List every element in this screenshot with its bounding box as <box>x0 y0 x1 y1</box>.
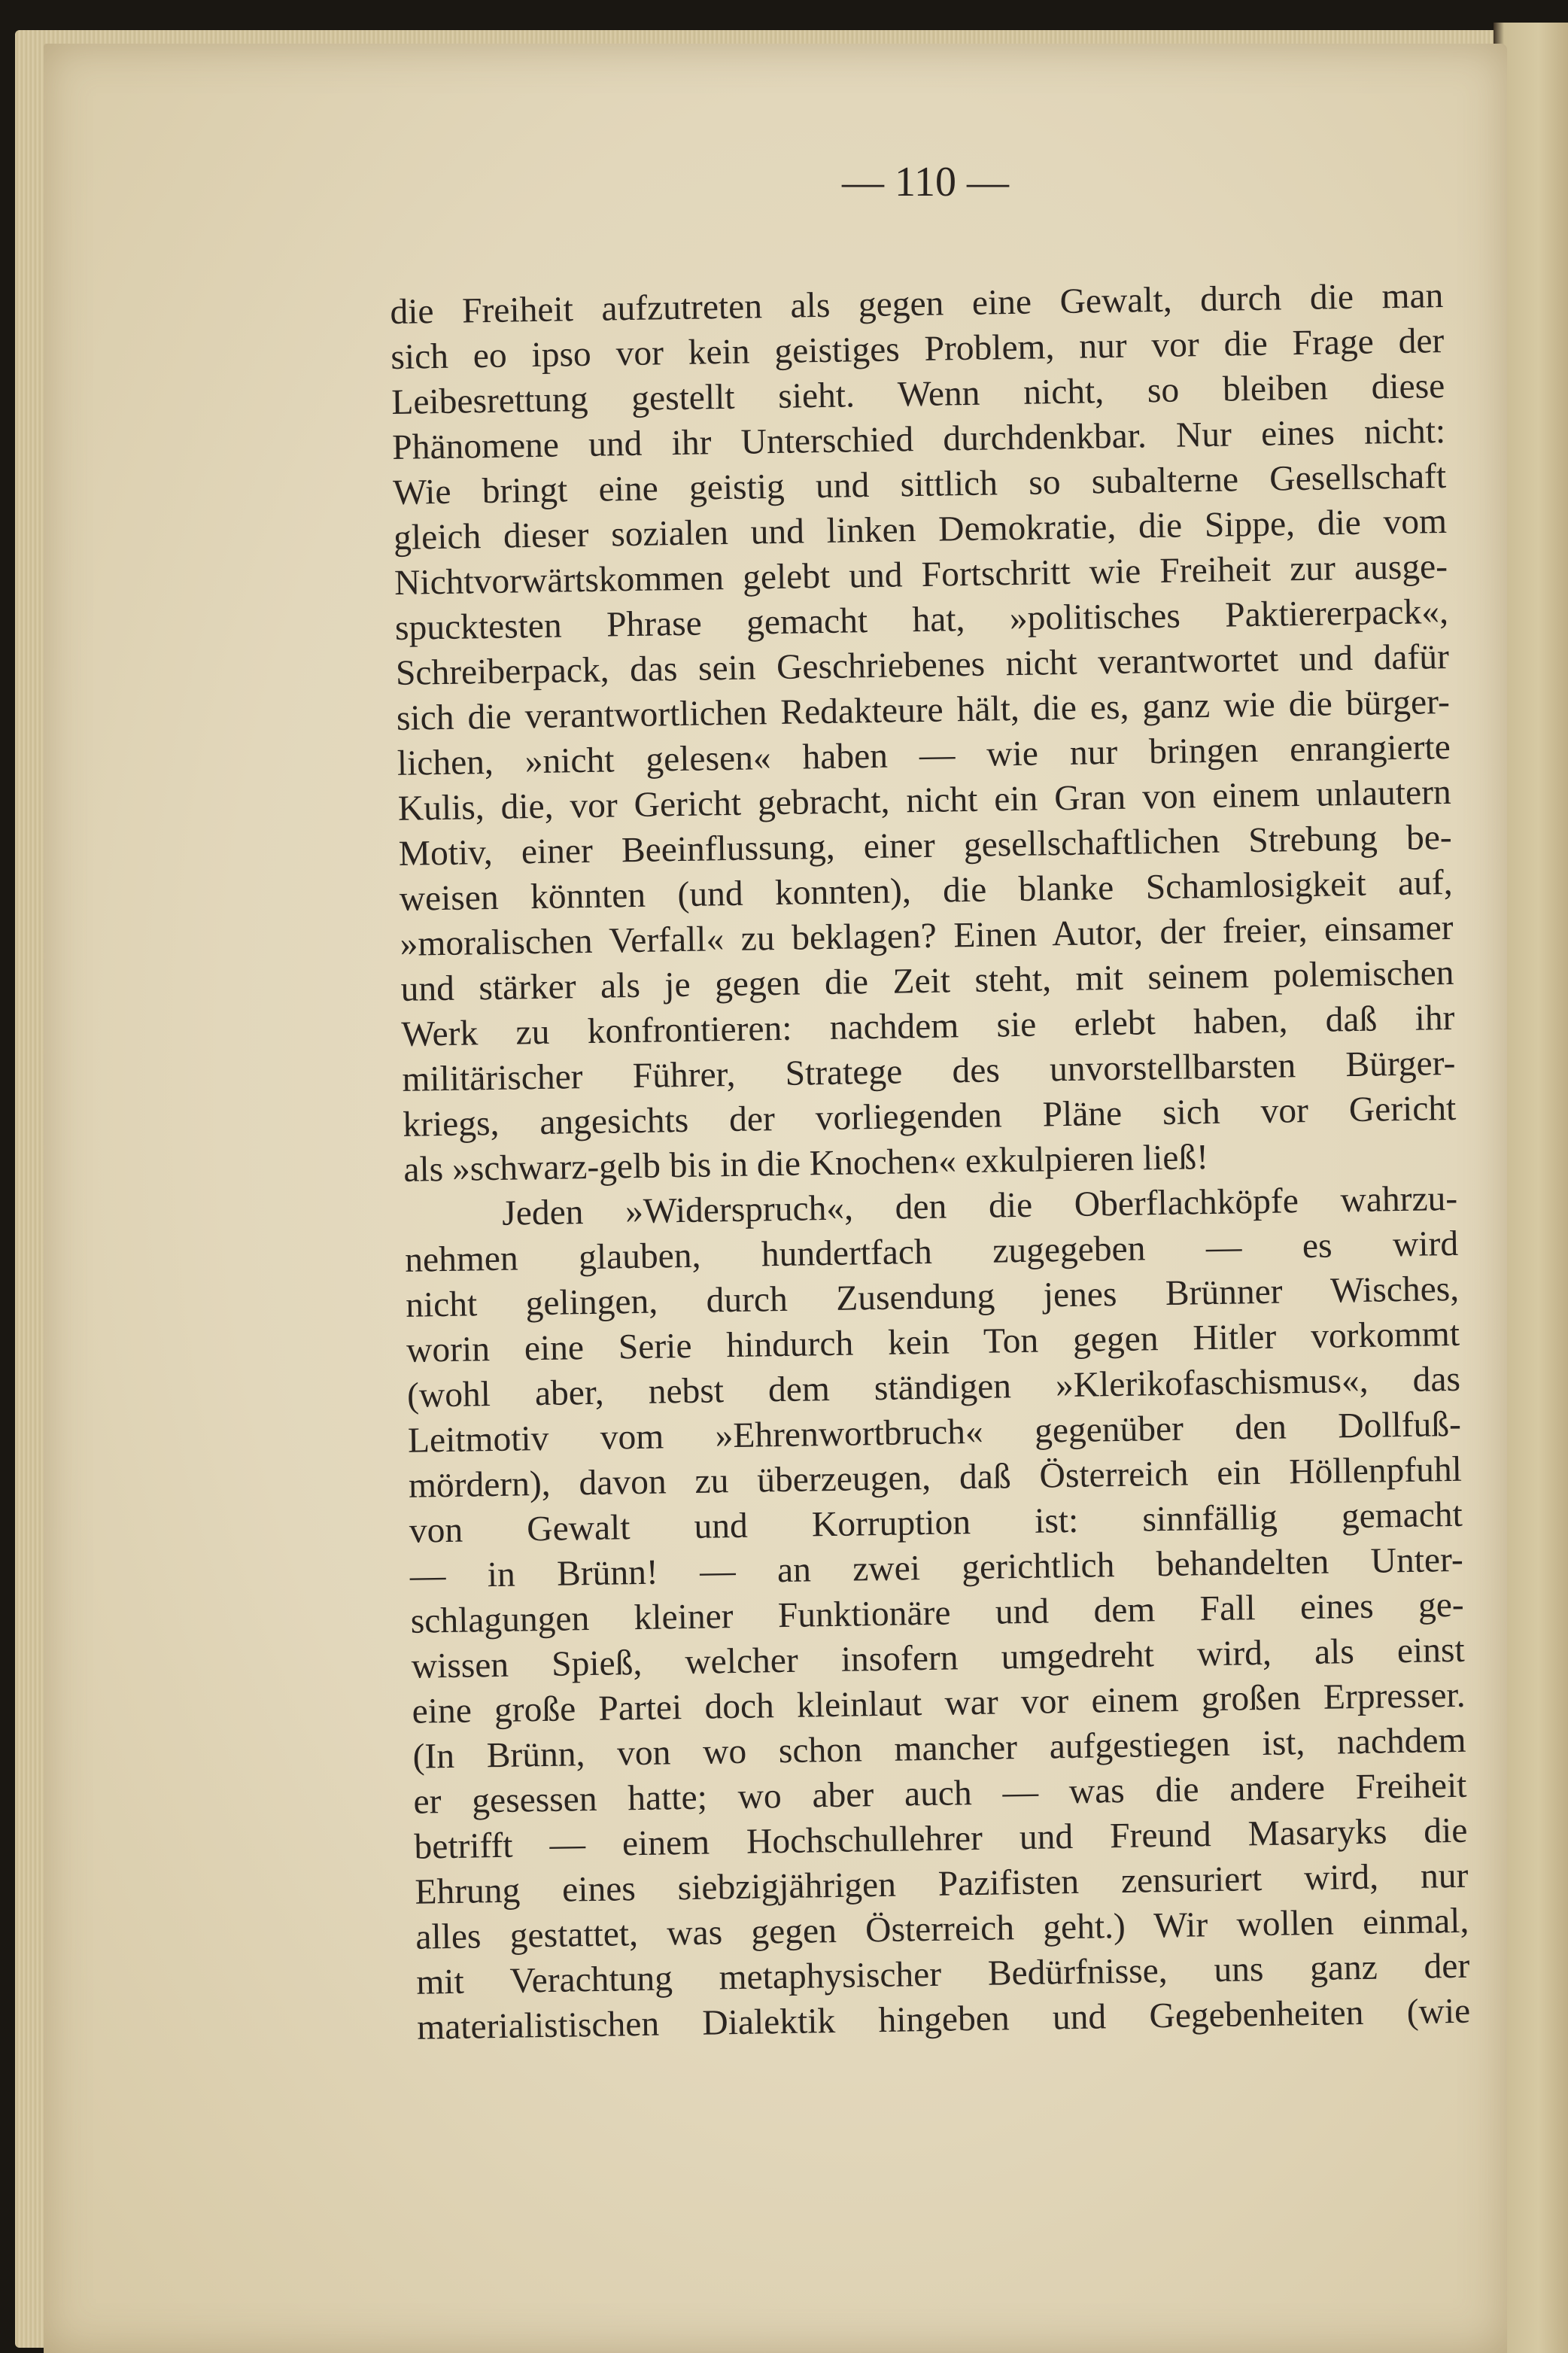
text-line: Ehrung eines siebzigjährigen Pazifisten zensuriert wird, nur <box>415 1856 1469 1912</box>
text-line: alles gestattet, was gegen Österreich geht.) Wir wollen einmal, <box>415 1901 1469 1957</box>
text-line: Werk zu konfrontieren: nachdem sie erlebt haben, daß ihr <box>401 998 1455 1054</box>
text-line: Phänomene und ihr Unterschied durchdenkbar. Nur eines nicht: <box>391 411 1446 467</box>
text-line: Kulis, die, vor Gericht gebracht, nicht ein Gran von einem unlautern <box>397 772 1452 828</box>
text-line: nicht gelingen, durch Zusendung jenes Brünner Wisches, <box>405 1269 1460 1325</box>
text-line: sich die verantwortlichen Redakteure hält, die es, ganz wie die bürger- <box>396 682 1451 738</box>
text-line: von Gewalt und Korruption ist: sinnfällig gemacht <box>409 1494 1463 1551</box>
text-line: als »schwarz-gelb bis in die Knochen« exkulpieren ließ! <box>403 1138 1209 1190</box>
text-line: gleich dieser sozialen und linken Demokratie, die Sippe, die vom <box>393 501 1448 558</box>
text-line: lichen, »nicht gelesen« haben — wie nur bringen enrangierte <box>397 727 1451 783</box>
text-line: (In Brünn, von wo schon mancher aufgestiegen ist, nachdem <box>412 1720 1466 1777</box>
text-line: Jeden »Widerspruch«, den die Oberflachköpfe wahrzu- <box>501 1178 1458 1233</box>
text-line: Nichtvorwärtskommen gelebt und Fortschritt wie Freiheit zur ausge- <box>394 546 1448 603</box>
text-line: er gesessen hatte; wo aber auch — was die andere Freiheit <box>413 1765 1467 1822</box>
text-line: wissen Spieß, welcher insofern umgedreht wird, als einst <box>411 1630 1465 1686</box>
text-line: »moralischen Verfall« zu beklagen? Einen Autor, der freier, einsamer <box>400 907 1454 964</box>
text-line: — in Brünn! — an zwei gerichtlich behandelten Unter- <box>409 1540 1464 1596</box>
text-line: betrifft — einem Hochschullehrer und Freund Masaryks die <box>414 1810 1468 1867</box>
text-line: kriegs, angesichts der vorliegenden Pläne sich vor Gericht <box>403 1088 1457 1145</box>
text-line: materialistischen Dialektik hingeben und Gegebenheiten (wie <box>416 1991 1471 2047</box>
text-line: weisen könnten (und konnten), die blanke Schamlosigkeit auf, <box>399 862 1453 919</box>
text-line: nehmen glauben, hundertfach zugegeben — es wird <box>404 1224 1459 1280</box>
text-line: und stärker als je gegen die Zeit steht, mit seinem polemischen <box>400 953 1454 1009</box>
text-line: Leibesrettung gestellt sieht. Wenn nicht, so bleiben diese <box>390 366 1445 422</box>
text-line: sich eo ipso vor kein geistiges Problem, nur vor die Frage der <box>390 321 1445 377</box>
text-line: worin eine Serie hindurch kein Ton gegen Hitler vorkommt <box>406 1314 1460 1370</box>
text-line: Leitmotiv vom »Ehrenwortbruch« gegenüber den Dollfuß- <box>407 1404 1462 1461</box>
text-line: Schreiberpack, das sein Geschriebenes nicht verantwortet und dafür <box>395 637 1450 693</box>
text-line: eine große Partei doch kleinlaut war vor einem großen Erpresser. <box>412 1675 1466 1731</box>
text-line: spucktesten Phrase gemacht hat, »politisches Paktiererpack«, <box>394 591 1449 648</box>
text-line: militärischer Führer, Stratege des unvorstellbarsten Bürger- <box>402 1043 1456 1099</box>
text-line: die Freiheit aufzutreten als gegen eine Gewalt, durch die man <box>390 276 1444 332</box>
text-line: (wohl aber, nebst dem ständigen »Klerikofaschismus«, das <box>406 1359 1461 1415</box>
text-line: Motiv, einer Beeinflussung, einer gesellschaftlichen Strebung be- <box>398 817 1453 874</box>
text-line: Wie bringt eine geistig und sittlich so subalterne Gesellschaft <box>392 456 1447 512</box>
body-text <box>390 273 1471 2051</box>
text-line: mit Verachtung metaphysischer Bedürfnisse, uns ganz der <box>415 1946 1470 2002</box>
page-number: — 110 — <box>842 159 1009 205</box>
text-line: schlagungen kleiner Funktionäre und dem Fall eines ge- <box>410 1585 1465 1641</box>
text-line: mördern), davon zu überzeugen, daß Österreich ein Höllenpfuhl <box>408 1449 1463 1506</box>
